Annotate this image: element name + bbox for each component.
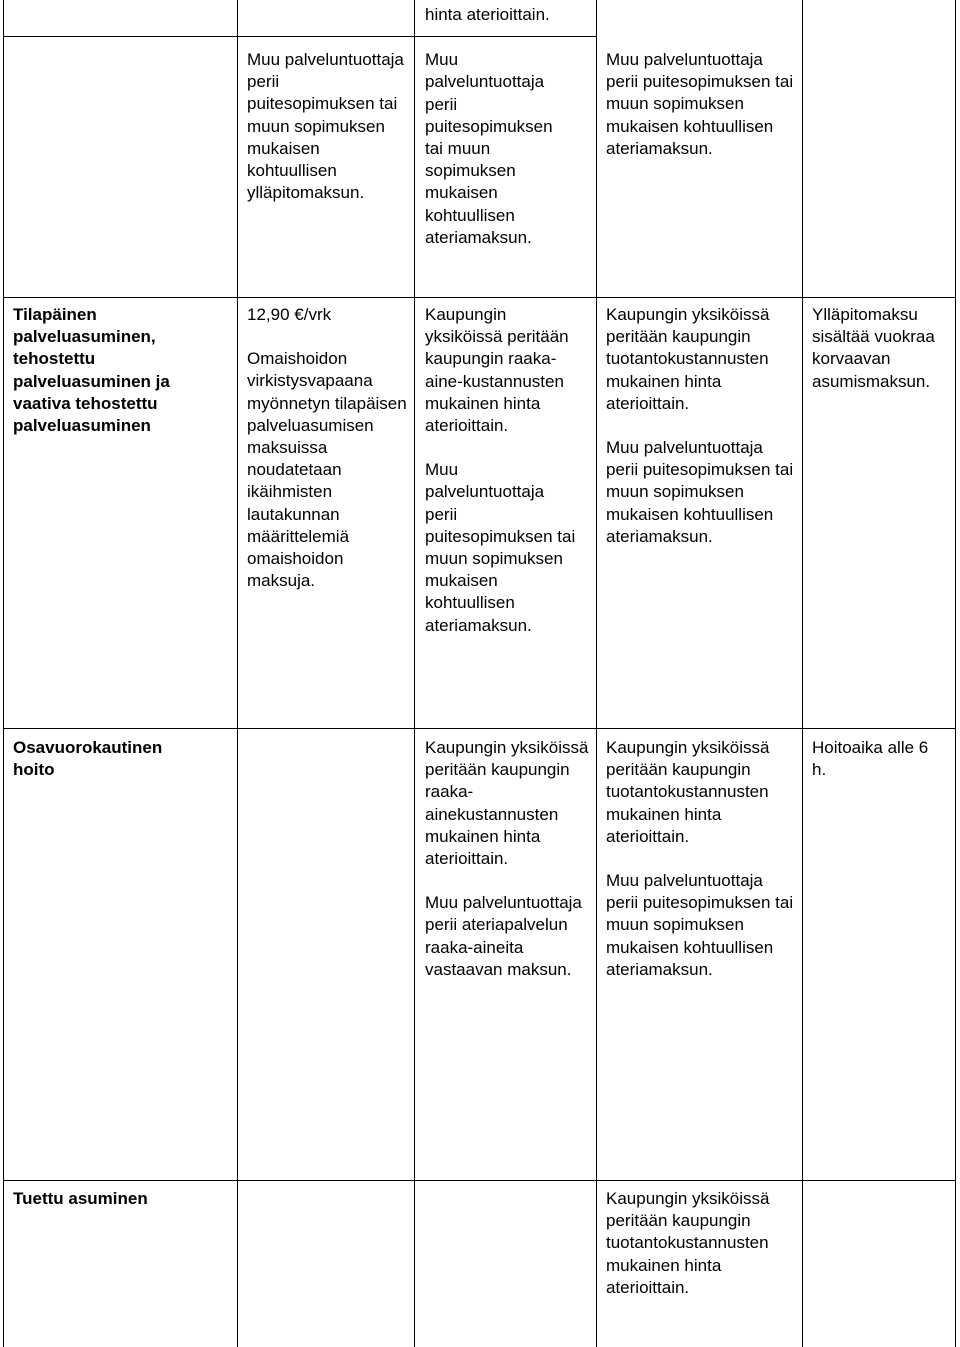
row1-fee-text: Omaishoidon virkistysvapaana myönnetyn tilapäisen palveluasumisen maksuissa noudatetaan ikäihmisten lautakunnan määrittelemiä omaishoidon maksuja.: [247, 349, 407, 591]
row1-col3-text2: Muu palveluntuottaja perii puitesopimuksen tai muun sopimuksen mukaisen kohtuullisen ateriamaksun.: [425, 460, 576, 635]
table-border-right: [955, 0, 956, 1347]
table-divider-col1: [237, 0, 238, 1347]
row2-col4-cell: [606, 737, 796, 981]
row1-col4-cell: [606, 304, 796, 548]
row1-col5-cell: [812, 304, 952, 393]
row2-col3-text2: Muu palveluntuottaja perii ateriapalvelun raaka-aineita vastaavan maksun.: [425, 893, 582, 979]
table-divider-col3: [596, 0, 597, 1347]
row3-col4-cell: [606, 1188, 796, 1299]
row1-label: Tilapäinen palveluasuminen, tehostettu palveluasuminen ja vaativa tehostettu palveluasuminen: [13, 305, 170, 436]
row1-col3-text1: Kaupungin yksiköissä peritään kaupungin raaka-aine-kustannusten mukainen hinta aterioittain.: [425, 305, 569, 436]
row0-col3-text1: hinta aterioittain.: [425, 5, 550, 24]
row-divider-4: [3, 1180, 956, 1181]
row1-fee-amount: 12,90 €/vrk: [247, 305, 332, 324]
row2-col3-text1: Kaupungin yksiköissä peritään kaupungin raaka-ainekustannusten mukainen hinta aterioittain.: [425, 738, 589, 869]
table-divider-col4: [802, 0, 803, 1347]
row0-col3-cell: [425, 4, 590, 249]
row0-fee-text: Muu palveluntuottaja perii puitesopimuksen tai muun sopimuksen mukaisen kohtuullisen ylläpitomaksun.: [247, 50, 404, 203]
table-divider-col2: [414, 0, 415, 1347]
row2-col4-text2: Muu palveluntuottaja perii puitesopimuksen tai muun sopimuksen mukaisen kohtuullisen ateriamaksun.: [606, 871, 794, 979]
row0-col4-cell: [606, 49, 796, 160]
row1-col5-text: Ylläpitomaksu sisältää vuokraa korvaavan asumismaksun.: [812, 305, 935, 391]
row2-col5-cell: [812, 737, 937, 781]
row1-col4-text1: Kaupungin yksiköissä peritään kaupungin tuotantokustannusten mukainen hinta aterioittain.: [606, 305, 770, 413]
row-divider-2: [3, 297, 956, 298]
row1-col4-text2: Muu palveluntuottaja perii puitesopimuksen tai muun sopimuksen mukaisen kohtuullisen ateriamaksun.: [606, 438, 794, 546]
table-border-left: [3, 0, 4, 1347]
row3-col4-text1: Kaupungin yksiköissä peritään kaupungin tuotantokustannusten mukainen hinta aterioittain.: [606, 1189, 770, 1297]
row0-col4-text: Muu palveluntuottaja perii puitesopimuksen tai muun sopimuksen mukaisen kohtuullisen ateriamaksun.: [606, 50, 794, 158]
row2-col4-text1: Kaupungin yksiköissä peritään kaupungin tuotantokustannusten mukainen hinta aterioittain.: [606, 738, 770, 846]
row0-col3-text2: Muu palveluntuottaja perii puitesopimuksen tai muun sopimuksen mukaisen kohtuullisen ateriamaksun.: [425, 50, 553, 247]
row1-col3-cell: [425, 304, 577, 637]
row0-fee-cell: [247, 49, 407, 204]
row2-col3-cell: [425, 737, 590, 981]
row1-fee-cell: [247, 304, 407, 592]
row2-label: Osavuorokautinen hoito: [13, 738, 163, 780]
row3-label: Tuettu asuminen: [13, 1189, 148, 1208]
row-divider-3: [3, 728, 956, 729]
row2-col5-text: Hoitoaika alle 6 h.: [812, 738, 929, 780]
